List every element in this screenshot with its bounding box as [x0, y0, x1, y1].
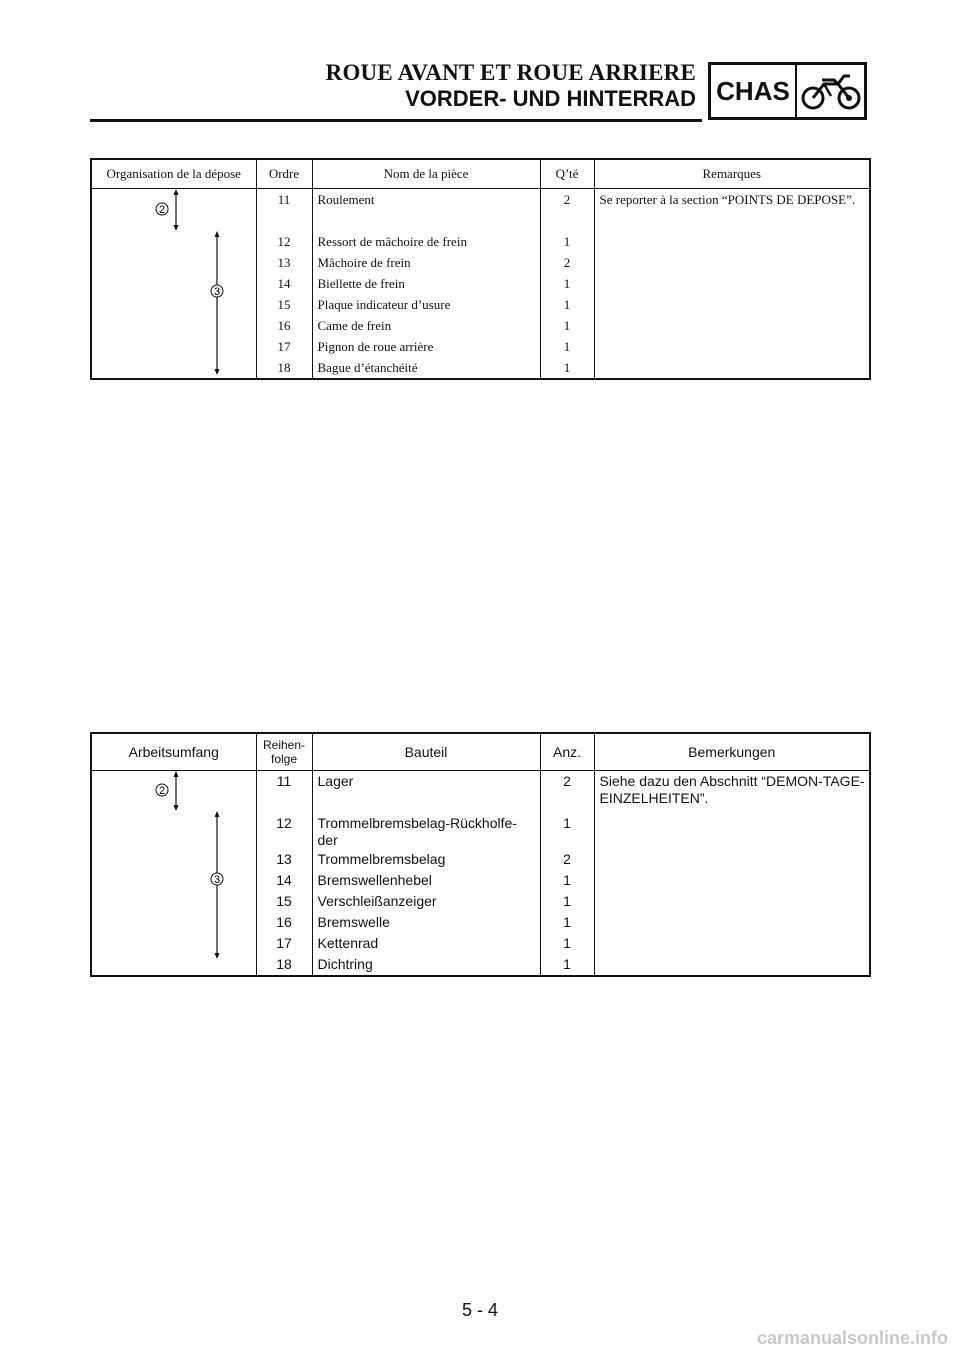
page-number: 5 - 4 — [461, 1300, 499, 1320]
cell-order: 16 — [256, 315, 312, 336]
cell-qty: 1 — [540, 933, 594, 954]
table-header-row — [91, 733, 870, 771]
cell-qty: 1 — [540, 870, 594, 891]
cell-order: 17 — [256, 933, 312, 954]
cell-order: 18 — [256, 954, 312, 976]
cell-qty: 1 — [540, 273, 594, 294]
header-order: Ordre — [256, 159, 312, 189]
cell-order: 14 — [256, 870, 312, 891]
table-row — [91, 189, 870, 231]
parts-table-french — [90, 158, 871, 380]
header-scope: Organisation de la dépose — [91, 159, 256, 189]
cell-part: Dichtring — [312, 954, 540, 976]
cell-order: 11 — [256, 189, 312, 231]
cell-qty: 1 — [540, 912, 594, 933]
header-scope: Arbeitsumfang — [91, 733, 256, 771]
table-header-row — [91, 159, 870, 189]
cell-part: Bremswellenhebel — [312, 870, 540, 891]
cell-order: 12 — [256, 813, 312, 849]
header-order-line1: Reihen- — [262, 738, 306, 752]
cell-qty: 1 — [540, 315, 594, 336]
cell-qty: 2 — [540, 189, 594, 231]
group-label-2: 2 — [158, 785, 166, 797]
cell-qty: 1 — [540, 954, 594, 976]
group-label-3: 3 — [213, 286, 221, 298]
cell-part: Lager — [312, 771, 540, 813]
header-remarks: Bemerkungen — [594, 733, 870, 771]
cell-order: 15 — [256, 294, 312, 315]
title-french: ROUE AVANT ET ROUE ARRIERE — [325, 60, 696, 85]
cell-part: Plaque indicateur d’usure — [312, 294, 540, 315]
cell-qty: 1 — [540, 813, 594, 849]
cell-order: 16 — [256, 912, 312, 933]
cell-part: Bremswelle — [312, 912, 540, 933]
section-badge — [708, 62, 867, 120]
group-label-3: 3 — [213, 874, 221, 886]
cell-qty: 2 — [540, 252, 594, 273]
cell-qty: 1 — [540, 357, 594, 379]
header-rule — [90, 119, 702, 122]
cell-qty: 2 — [540, 771, 594, 813]
cell-remarks: Se reporter à la section “POINTS DE DEPOSE”. — [594, 189, 870, 379]
cell-part: Trommelbremsbelag — [312, 849, 540, 870]
section-code: CHAS — [711, 65, 797, 117]
parts-table-german — [90, 732, 871, 977]
cell-part: Verschleißanzeiger — [312, 891, 540, 912]
cell-part: Bague d’étanchéité — [312, 357, 540, 379]
cell-qty: 1 — [540, 231, 594, 252]
removal-sequence-arrows — [91, 771, 256, 976]
header-order — [256, 733, 312, 771]
cell-qty: 1 — [540, 891, 594, 912]
cell-order: 12 — [256, 231, 312, 252]
cell-part: Kettenrad — [312, 933, 540, 954]
cell-part: Pignon de roue arrière — [312, 336, 540, 357]
cell-order: 11 — [256, 771, 312, 813]
cell-part: Ressort de mâchoire de frein — [312, 231, 540, 252]
motorcycle-icon — [797, 65, 864, 117]
title-german: VORDER- UND HINTERRAD — [405, 86, 696, 111]
cell-part: Biellette de frein — [312, 273, 540, 294]
header-order-line2: folge — [270, 752, 298, 766]
group-label-2: 2 — [158, 204, 166, 216]
header-qty: Q’té — [540, 159, 594, 189]
cell-order: 15 — [256, 891, 312, 912]
header-part: Bauteil — [312, 733, 540, 771]
cell-part: Mâchoire de frein — [312, 252, 540, 273]
cell-part: Trommelbremsbelag-Rückholfe-der — [312, 813, 540, 849]
cell-part: Roulement — [312, 189, 540, 231]
cell-order: 13 — [256, 252, 312, 273]
cell-remarks: Siehe dazu den Abschnitt “DEMON-TAGE-EINZELHEITEN”. — [594, 771, 870, 976]
cell-qty: 1 — [540, 294, 594, 315]
header-remarks: Remarques — [594, 159, 870, 189]
cell-qty: 1 — [540, 336, 594, 357]
header-part: Nom de la pièce — [312, 159, 540, 189]
cell-qty: 2 — [540, 849, 594, 870]
cell-order: 17 — [256, 336, 312, 357]
table-row — [91, 771, 870, 813]
cell-order: 14 — [256, 273, 312, 294]
cell-order: 13 — [256, 849, 312, 870]
cell-order: 18 — [256, 357, 312, 379]
cell-part: Came de frein — [312, 315, 540, 336]
header-qty: Anz. — [540, 733, 594, 771]
watermark: carmanualsonline.info — [756, 1328, 948, 1348]
removal-sequence-arrows — [91, 189, 256, 379]
